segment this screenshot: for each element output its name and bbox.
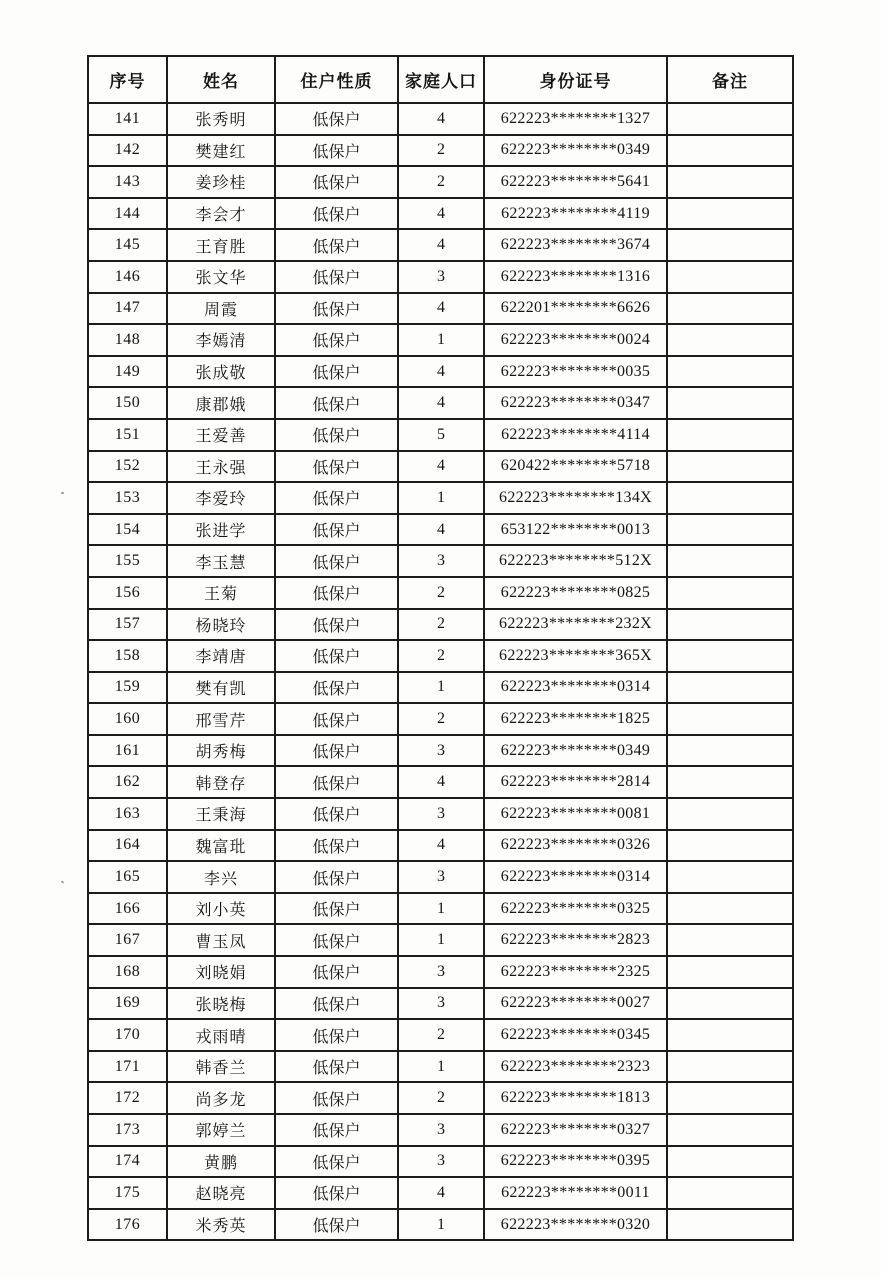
note-cell <box>667 356 793 388</box>
name-cell: 李靖唐 <box>167 640 275 672</box>
household-type-cell: 低保户 <box>275 1177 398 1209</box>
header-family-size: 家庭人口 <box>398 56 484 103</box>
family-size-cell: 2 <box>398 1019 484 1051</box>
serial-cell: 147 <box>88 293 167 325</box>
note-cell <box>667 798 793 830</box>
name-cell: 王育胜 <box>167 229 275 261</box>
name-cell: 刘晓娟 <box>167 956 275 988</box>
family-size-cell: 2 <box>398 135 484 167</box>
name-cell: 戎雨晴 <box>167 1019 275 1051</box>
household-type-cell: 低保户 <box>275 324 398 356</box>
table-row <box>88 1114 793 1146</box>
name-cell: 胡秀梅 <box>167 735 275 767</box>
family-size-cell: 3 <box>398 261 484 293</box>
id-number-cell: 622223********4114 <box>484 419 667 451</box>
table-row <box>88 356 793 388</box>
id-number-cell: 622223********1327 <box>484 103 667 135</box>
household-type-cell: 低保户 <box>275 577 398 609</box>
family-size-cell: 2 <box>398 640 484 672</box>
household-type-cell: 低保户 <box>275 229 398 261</box>
note-cell <box>667 640 793 672</box>
note-cell <box>667 198 793 230</box>
scan-speck <box>61 880 65 883</box>
serial-cell: 165 <box>88 861 167 893</box>
household-type-cell: 低保户 <box>275 1082 398 1114</box>
id-number-cell: 622223********0825 <box>484 577 667 609</box>
serial-cell: 156 <box>88 577 167 609</box>
family-size-cell: 3 <box>398 735 484 767</box>
note-cell <box>667 482 793 514</box>
note-cell <box>667 830 793 862</box>
id-number-cell: 622223********2823 <box>484 924 667 956</box>
note-cell <box>667 166 793 198</box>
table-row <box>88 419 793 451</box>
header-id-number: 身份证号 <box>484 56 667 103</box>
note-cell <box>667 261 793 293</box>
name-cell: 李爱玲 <box>167 482 275 514</box>
note-cell <box>667 324 793 356</box>
name-cell: 郭婷兰 <box>167 1114 275 1146</box>
id-number-cell: 622223********0081 <box>484 798 667 830</box>
family-size-cell: 4 <box>398 356 484 388</box>
id-number-cell: 620422********5718 <box>484 451 667 483</box>
note-cell <box>667 545 793 577</box>
serial-cell: 162 <box>88 766 167 798</box>
serial-cell: 167 <box>88 924 167 956</box>
family-size-cell: 1 <box>398 324 484 356</box>
serial-cell: 144 <box>88 198 167 230</box>
id-number-cell: 622223********0349 <box>484 735 667 767</box>
family-size-cell: 2 <box>398 166 484 198</box>
header-row <box>88 56 793 103</box>
household-type-cell: 低保户 <box>275 1114 398 1146</box>
household-type-cell: 低保户 <box>275 451 398 483</box>
id-number-cell: 622223********0314 <box>484 861 667 893</box>
family-size-cell: 4 <box>398 198 484 230</box>
note-cell <box>667 1146 793 1178</box>
note-cell <box>667 293 793 325</box>
serial-cell: 164 <box>88 830 167 862</box>
family-size-cell: 3 <box>398 545 484 577</box>
serial-cell: 143 <box>88 166 167 198</box>
table-row <box>88 261 793 293</box>
name-cell: 王爱善 <box>167 419 275 451</box>
note-cell <box>667 451 793 483</box>
household-type-cell: 低保户 <box>275 293 398 325</box>
table-row <box>88 1051 793 1083</box>
family-size-cell: 1 <box>398 893 484 925</box>
serial-cell: 151 <box>88 419 167 451</box>
id-number-cell: 622223********0011 <box>484 1177 667 1209</box>
id-number-cell: 622223********0345 <box>484 1019 667 1051</box>
note-cell <box>667 229 793 261</box>
household-type-cell: 低保户 <box>275 830 398 862</box>
id-number-cell: 622223********0027 <box>484 988 667 1020</box>
family-size-cell: 4 <box>398 451 484 483</box>
name-cell: 张文华 <box>167 261 275 293</box>
name-cell: 杨晓玲 <box>167 609 275 641</box>
name-cell: 李嫣清 <box>167 324 275 356</box>
note-cell <box>667 419 793 451</box>
serial-cell: 174 <box>88 1146 167 1178</box>
id-number-cell: 653122********0013 <box>484 514 667 546</box>
id-number-cell: 622223********512X <box>484 545 667 577</box>
name-cell: 张晓梅 <box>167 988 275 1020</box>
note-cell <box>667 956 793 988</box>
family-size-cell: 2 <box>398 577 484 609</box>
id-number-cell: 622223********0395 <box>484 1146 667 1178</box>
id-number-cell: 622223********2323 <box>484 1051 667 1083</box>
id-number-cell: 622223********0314 <box>484 672 667 704</box>
serial-cell: 173 <box>88 1114 167 1146</box>
household-type-cell: 低保户 <box>275 703 398 735</box>
family-size-cell: 1 <box>398 924 484 956</box>
serial-cell: 150 <box>88 387 167 419</box>
id-number-cell: 622223********3674 <box>484 229 667 261</box>
household-type-cell: 低保户 <box>275 387 398 419</box>
table-row <box>88 830 793 862</box>
table-row <box>88 166 793 198</box>
name-cell: 赵晓亮 <box>167 1177 275 1209</box>
serial-cell: 142 <box>88 135 167 167</box>
name-cell: 张进学 <box>167 514 275 546</box>
note-cell <box>667 735 793 767</box>
household-type-cell: 低保户 <box>275 261 398 293</box>
table-row <box>88 672 793 704</box>
header-name: 姓名 <box>167 56 275 103</box>
header-serial: 序号 <box>88 56 167 103</box>
household-type-cell: 低保户 <box>275 166 398 198</box>
name-cell: 邢雪芹 <box>167 703 275 735</box>
id-number-cell: 622223********1825 <box>484 703 667 735</box>
serial-cell: 157 <box>88 609 167 641</box>
table-row <box>88 924 793 956</box>
family-size-cell: 2 <box>398 703 484 735</box>
name-cell: 樊建红 <box>167 135 275 167</box>
note-cell <box>667 766 793 798</box>
table-row <box>88 545 793 577</box>
household-type-cell: 低保户 <box>275 103 398 135</box>
id-number-cell: 622223********0326 <box>484 830 667 862</box>
family-size-cell: 4 <box>398 229 484 261</box>
id-number-cell: 622223********0325 <box>484 893 667 925</box>
family-size-cell: 4 <box>398 766 484 798</box>
table-row <box>88 198 793 230</box>
family-size-cell: 4 <box>398 387 484 419</box>
family-size-cell: 1 <box>398 672 484 704</box>
household-type-cell: 低保户 <box>275 1019 398 1051</box>
family-size-cell: 4 <box>398 293 484 325</box>
name-cell: 王永强 <box>167 451 275 483</box>
table-row <box>88 703 793 735</box>
id-number-cell: 622223********1813 <box>484 1082 667 1114</box>
table-row <box>88 988 793 1020</box>
family-size-cell: 5 <box>398 419 484 451</box>
table-row <box>88 482 793 514</box>
note-cell <box>667 924 793 956</box>
note-cell <box>667 1114 793 1146</box>
serial-cell: 148 <box>88 324 167 356</box>
family-size-cell: 3 <box>398 861 484 893</box>
family-size-cell: 3 <box>398 988 484 1020</box>
name-cell: 韩登存 <box>167 766 275 798</box>
table-row <box>88 609 793 641</box>
household-type-cell: 低保户 <box>275 545 398 577</box>
note-cell <box>667 988 793 1020</box>
note-cell <box>667 577 793 609</box>
table-row <box>88 293 793 325</box>
header-household-type: 住户性质 <box>275 56 398 103</box>
household-type-cell: 低保户 <box>275 766 398 798</box>
serial-cell: 160 <box>88 703 167 735</box>
household-type-cell: 低保户 <box>275 672 398 704</box>
note-cell <box>667 672 793 704</box>
name-cell: 黄鹏 <box>167 1146 275 1178</box>
household-type-cell: 低保户 <box>275 135 398 167</box>
household-type-cell: 低保户 <box>275 1051 398 1083</box>
serial-cell: 170 <box>88 1019 167 1051</box>
header-note: 备注 <box>667 56 793 103</box>
table-row <box>88 1146 793 1178</box>
serial-cell: 169 <box>88 988 167 1020</box>
table-row <box>88 861 793 893</box>
household-type-cell: 低保户 <box>275 956 398 988</box>
family-size-cell: 2 <box>398 609 484 641</box>
table-row <box>88 798 793 830</box>
table-row <box>88 387 793 419</box>
scan-speck <box>61 492 64 494</box>
note-cell <box>667 861 793 893</box>
family-size-cell: 4 <box>398 103 484 135</box>
id-number-cell: 622223********0349 <box>484 135 667 167</box>
name-cell: 李玉慧 <box>167 545 275 577</box>
serial-cell: 171 <box>88 1051 167 1083</box>
table-row <box>88 766 793 798</box>
household-type-cell: 低保户 <box>275 861 398 893</box>
table-row <box>88 1209 793 1241</box>
household-type-cell: 低保户 <box>275 924 398 956</box>
table-row <box>88 514 793 546</box>
household-type-cell: 低保户 <box>275 988 398 1020</box>
family-size-cell: 4 <box>398 514 484 546</box>
note-cell <box>667 703 793 735</box>
household-type-cell: 低保户 <box>275 735 398 767</box>
family-size-cell: 3 <box>398 1146 484 1178</box>
id-number-cell: 622223********0035 <box>484 356 667 388</box>
note-cell <box>667 1051 793 1083</box>
id-number-cell: 622223********134X <box>484 482 667 514</box>
table-row <box>88 1177 793 1209</box>
table-row <box>88 893 793 925</box>
family-size-cell: 4 <box>398 1177 484 1209</box>
table-row <box>88 324 793 356</box>
note-cell <box>667 1082 793 1114</box>
name-cell: 李兴 <box>167 861 275 893</box>
household-type-cell: 低保户 <box>275 482 398 514</box>
family-size-cell: 2 <box>398 1082 484 1114</box>
id-number-cell: 622223********0024 <box>484 324 667 356</box>
name-cell: 刘小英 <box>167 893 275 925</box>
name-cell: 曹玉凤 <box>167 924 275 956</box>
household-type-cell: 低保户 <box>275 798 398 830</box>
household-type-cell: 低保户 <box>275 356 398 388</box>
id-number-cell: 622223********365X <box>484 640 667 672</box>
serial-cell: 149 <box>88 356 167 388</box>
table-row <box>88 956 793 988</box>
serial-cell: 146 <box>88 261 167 293</box>
family-size-cell: 1 <box>398 1209 484 1241</box>
table-row <box>88 135 793 167</box>
name-cell: 张成敬 <box>167 356 275 388</box>
note-cell <box>667 387 793 419</box>
note-cell <box>667 1019 793 1051</box>
family-size-cell: 1 <box>398 1051 484 1083</box>
subsistence-allowance-roster-table <box>87 55 794 1241</box>
household-type-cell: 低保户 <box>275 609 398 641</box>
table-row <box>88 451 793 483</box>
serial-cell: 153 <box>88 482 167 514</box>
id-number-cell: 622201********6626 <box>484 293 667 325</box>
household-type-cell: 低保户 <box>275 198 398 230</box>
id-number-cell: 622223********4119 <box>484 198 667 230</box>
name-cell: 樊有凯 <box>167 672 275 704</box>
id-number-cell: 622223********0347 <box>484 387 667 419</box>
family-size-cell: 3 <box>398 798 484 830</box>
table-row <box>88 735 793 767</box>
name-cell: 周霞 <box>167 293 275 325</box>
serial-cell: 159 <box>88 672 167 704</box>
serial-cell: 152 <box>88 451 167 483</box>
table-row <box>88 229 793 261</box>
note-cell <box>667 609 793 641</box>
table-row <box>88 1082 793 1114</box>
note-cell <box>667 514 793 546</box>
serial-cell: 145 <box>88 229 167 261</box>
family-size-cell: 1 <box>398 482 484 514</box>
id-number-cell: 622223********2325 <box>484 956 667 988</box>
note-cell <box>667 1209 793 1241</box>
name-cell: 王菊 <box>167 577 275 609</box>
name-cell: 李会才 <box>167 198 275 230</box>
household-type-cell: 低保户 <box>275 1209 398 1241</box>
table-row <box>88 1019 793 1051</box>
note-cell <box>667 893 793 925</box>
name-cell: 王秉海 <box>167 798 275 830</box>
table-row <box>88 103 793 135</box>
note-cell <box>667 135 793 167</box>
serial-cell: 154 <box>88 514 167 546</box>
serial-cell: 176 <box>88 1209 167 1241</box>
name-cell: 韩香兰 <box>167 1051 275 1083</box>
serial-cell: 166 <box>88 893 167 925</box>
household-type-cell: 低保户 <box>275 640 398 672</box>
serial-cell: 163 <box>88 798 167 830</box>
note-cell <box>667 103 793 135</box>
household-type-cell: 低保户 <box>275 1146 398 1178</box>
name-cell: 张秀明 <box>167 103 275 135</box>
family-size-cell: 4 <box>398 830 484 862</box>
family-size-cell: 3 <box>398 956 484 988</box>
id-number-cell: 622223********0327 <box>484 1114 667 1146</box>
id-number-cell: 622223********0320 <box>484 1209 667 1241</box>
serial-cell: 141 <box>88 103 167 135</box>
id-number-cell: 622223********5641 <box>484 166 667 198</box>
name-cell: 康郡娥 <box>167 387 275 419</box>
id-number-cell: 622223********232X <box>484 609 667 641</box>
name-cell: 米秀英 <box>167 1209 275 1241</box>
household-type-cell: 低保户 <box>275 514 398 546</box>
household-type-cell: 低保户 <box>275 893 398 925</box>
serial-cell: 158 <box>88 640 167 672</box>
name-cell: 魏富玭 <box>167 830 275 862</box>
table-row <box>88 577 793 609</box>
household-type-cell: 低保户 <box>275 419 398 451</box>
serial-cell: 175 <box>88 1177 167 1209</box>
serial-cell: 155 <box>88 545 167 577</box>
serial-cell: 168 <box>88 956 167 988</box>
serial-cell: 172 <box>88 1082 167 1114</box>
id-number-cell: 622223********2814 <box>484 766 667 798</box>
note-cell <box>667 1177 793 1209</box>
name-cell: 姜珍桂 <box>167 166 275 198</box>
table-row <box>88 640 793 672</box>
name-cell: 尚多龙 <box>167 1082 275 1114</box>
serial-cell: 161 <box>88 735 167 767</box>
id-number-cell: 622223********1316 <box>484 261 667 293</box>
family-size-cell: 3 <box>398 1114 484 1146</box>
